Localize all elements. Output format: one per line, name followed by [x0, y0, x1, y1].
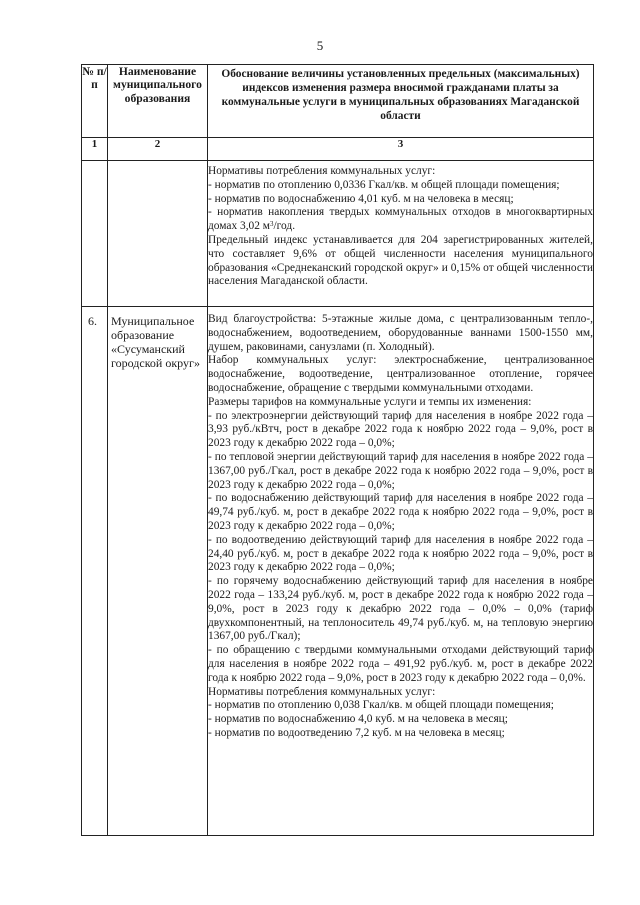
paragraph: Набор коммунальных услуг: электроснабжение, централизованное водоснабжение, водоотведение, централизованное отопление, горячее водоснабжение, обращение с твердыми коммунальными отходами.	[208, 354, 593, 394]
column-number-1: 1	[82, 138, 108, 161]
row-municipality: Муниципальное образование «Сусуманский городской округ»	[108, 307, 208, 836]
header-number: № п/п	[82, 65, 108, 138]
header-justification: Обоснование величины установленных предельных (максимальных) индексов изменения размера вносимой гражданами платы за коммунальные услуги в муниципальных образованиях Магаданской области	[208, 65, 594, 138]
paragraph	[208, 206, 593, 234]
row-number: 6.	[82, 307, 108, 836]
paragraph: - по горячему водоснабжению действующий тариф для населения в ноябре 2022 года – 133,24 руб./куб. м, рост в декабре 2022 года к ноябрю 2022 года – 9,0%, рост в 2023 году к декабрю 2022 года – 0,0% – 0,0% (тариф двухкомпонентный, на теплоноситель 49,74 руб./куб. м, на тепловую энергию 1367,00 руб./Гкал);	[208, 575, 593, 643]
row-justification-cell	[208, 161, 594, 307]
paragraph: Размеры тарифов на коммунальные услуги и темпы их изменения:	[208, 395, 532, 408]
paragraph: - по электроэнергии действующий тариф для населения в ноябре 2022 года – 3,93 руб./кВтч, рост в декабре 2022 года к ноябрю 2022 года – 9,0%, рост в 2023 году к декабрю 2022 года – 0,0%;	[208, 409, 593, 450]
paragraph: Вид благоустройства: 5-этажные жилые дома, с централизованным тепло-, водоснабжением, водоотведением, оборудованные ваннами 1500-1550 мм, душем, раковинами, санузлами (п. Холодный).	[208, 313, 593, 353]
paragraph-text: - норматив накопления твердых коммунальных отходов в многоквартирных домах 3,02 м	[208, 206, 593, 233]
superscript: 3	[270, 220, 274, 229]
paragraph: - по тепловой энергии действующий тариф для населения в ноябре 2022 года – 1367,00 руб./Гкал, рост в декабре 2022 года к ноябрю 2022 года – 9,0%, рост в 2023 году к декабрю 2022 года – 0,0%;	[208, 450, 593, 491]
column-number-2: 2	[108, 138, 208, 161]
paragraph: - норматив по отоплению 0,0336 Гкал/кв. м общей площади помещения;	[208, 178, 560, 191]
paragraph: Предельный индекс устанавливается для 204 зарегистрированных жителей, что составляет 9,6% от общей численности населения муниципального образования «Среднеканский городской округ» и 0,15% от общей численности населения Магаданской области.	[208, 233, 593, 288]
paragraph: - норматив по водоотведению 7,2 куб. м на человека в месяц;	[208, 726, 505, 739]
paragraph: - норматив по отоплению 0,038 Гкал/кв. м общей площади помещения;	[208, 699, 554, 712]
paragraph: - норматив по водоснабжению 4,0 куб. м на человека в месяц;	[208, 713, 508, 726]
paragraph: Нормативы потребления коммунальных услуг:	[208, 685, 436, 698]
header-municipality: Наименование муниципального образования	[108, 65, 208, 138]
paragraph: - норматив по водоснабжению 4,01 куб. м на человека в месяц;	[208, 192, 514, 205]
paragraph: - по водоотведению действующий тариф для населения в ноябре 2022 года – 24,40 руб./куб. м, рост в декабре 2022 года к ноябрю 2022 года – 9,0%, рост в 2023 году к декабрю 2022 года – 0,0%;	[208, 533, 593, 574]
paragraph: Нормативы потребления коммунальных услуг:	[208, 165, 436, 177]
row-justification-cell	[208, 307, 594, 836]
table-header-row	[82, 65, 594, 138]
paragraph: - по обращению с твердыми коммунальными отходами действующий тариф для населения в ноябре 2022 года – 491,92 руб./куб. м, рост в декабре 2022 года к ноябрю 2022 года – 9,0%, рост в 2023 году к декабрю 2022 года – 0,0%.	[208, 644, 593, 684]
municipal-index-table	[81, 64, 594, 836]
table-row	[82, 307, 594, 836]
paragraph: - по водоснабжению действующий тариф для населения в ноябре 2022 года – 49,74 руб./куб. м, рост в декабре 2022 года к ноябрю 2022 года – 9,0%, рост в 2023 году к декабрю 2022 года – 0,0%;	[208, 492, 593, 532]
row-municipality-cell	[108, 161, 208, 307]
row-number-cell	[82, 161, 108, 307]
column-number-row	[82, 138, 594, 161]
page-number: 5	[316, 38, 324, 53]
column-number-3: 3	[208, 138, 594, 161]
paragraph-text: /год.	[273, 220, 296, 233]
table-row	[82, 161, 594, 307]
